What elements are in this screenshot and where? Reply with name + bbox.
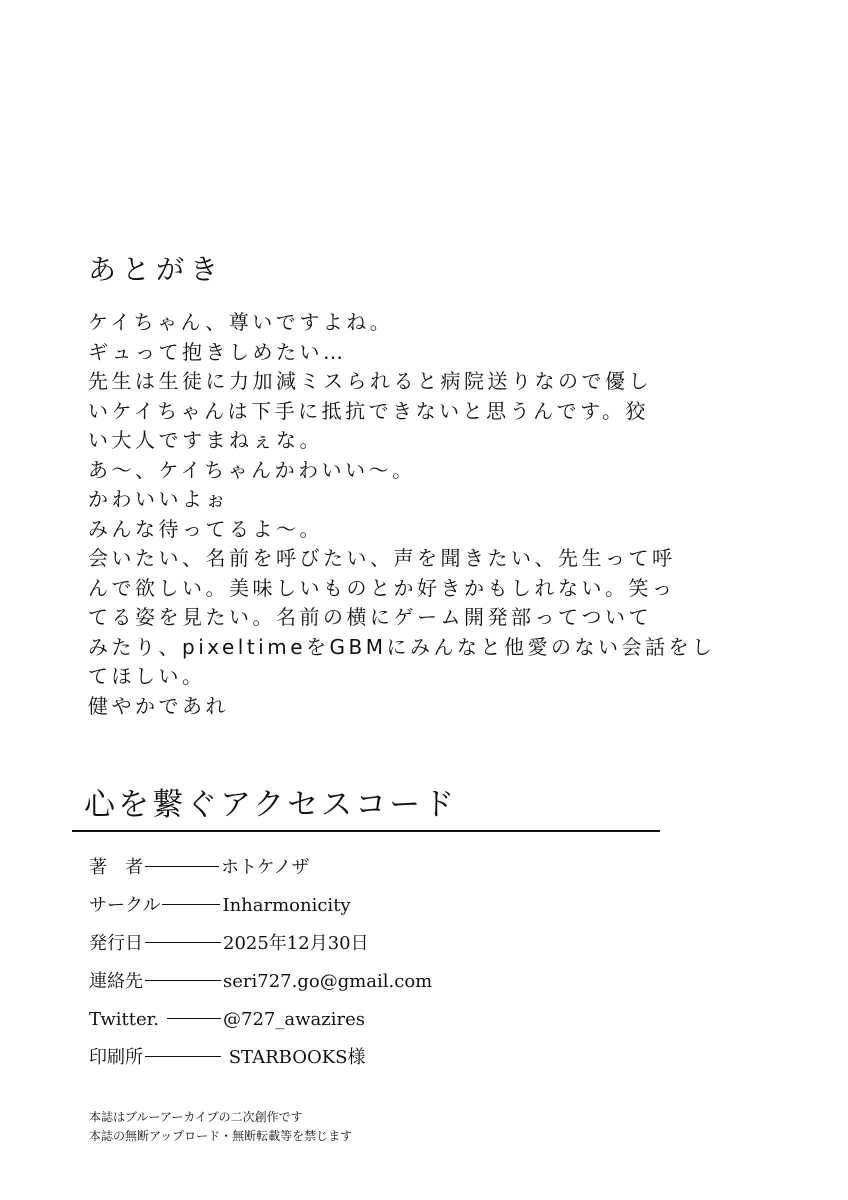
colophon-value: seri727.go@gmail.com: [223, 971, 433, 992]
afterword-line: んで欲しい。美味しいものとか好きかもしれない。笑っ: [88, 575, 676, 600]
colophon-label: Twitter.: [89, 1009, 159, 1030]
colophon-row-contact: [89, 967, 432, 1005]
colophon-dash: [145, 1056, 221, 1057]
colophon-dash: [167, 1018, 221, 1019]
afterword-line: 先生は生徒に力加減ミスられると病院送りなので優し: [88, 369, 652, 393]
afterword-line: い大人ですまねぇな。: [88, 428, 323, 452]
colophon-label: サークル: [89, 895, 161, 916]
afterword-line: みたり、pixeltimeをGBMにみんなと他愛のない会話をし: [88, 634, 716, 659]
colophon-value: @727_awazires: [223, 1009, 365, 1030]
colophon-value: STARBOOKS様: [223, 1047, 366, 1068]
colophon-label: 印刷所: [89, 1047, 143, 1068]
colophon-row-author: [89, 853, 432, 891]
notes: [89, 1108, 352, 1146]
colophon-row-date: [89, 929, 432, 967]
colophon-row-circle: [89, 891, 432, 929]
afterword-line: 会いたい、名前を呼びたい、声を聞きたい、先生って呼: [88, 546, 676, 570]
colophon-value: 2025年12月30日: [223, 933, 369, 954]
colophon-label: 発行日: [89, 933, 143, 954]
afterword-line: みんな待ってるよ〜。: [88, 516, 323, 541]
colophon-row-twitter: [89, 1005, 432, 1043]
afterword-line: ギュって抱きしめたい…: [88, 339, 347, 364]
colophon-dash: [145, 942, 221, 943]
afterword-line: てる姿を見たい。名前の横にゲーム開発部ってついて: [88, 605, 652, 629]
afterword-line: ケイちゃん、尊いですよね。: [88, 310, 394, 334]
colophon-row-printer: [89, 1043, 432, 1081]
colophon: [89, 853, 432, 1081]
note-line: 本誌はブルーアーカイブの二次創作です: [89, 1110, 303, 1124]
colophon-dash: [145, 866, 219, 867]
afterword-line: いケイちゃんは下手に抵抗できないと思うんです。狡: [88, 398, 649, 423]
colophon-dash: [162, 904, 220, 905]
title-divider: [72, 830, 660, 832]
colophon-label: 連絡先: [89, 971, 143, 992]
colophon-dash: [145, 980, 221, 981]
afterword-line: かわいいよぉ: [88, 487, 229, 511]
colophon-label: 著 者: [89, 857, 143, 878]
colophon-value: Inharmonicity: [222, 895, 351, 916]
afterword-line: あ〜、ケイちゃんかわいい〜。: [88, 457, 416, 482]
afterword-body: [88, 308, 716, 721]
afterword-title: あとがき: [88, 253, 225, 286]
colophon-value: ホトケノザ: [221, 857, 310, 878]
afterword-line: てほしい。: [88, 664, 206, 688]
note-line: 本誌の無断アップロード・無断転載等を禁じます: [89, 1129, 353, 1143]
book-title: 心を繋ぐアクセスコード: [84, 787, 458, 823]
afterword-line: 健やかであれ: [88, 693, 229, 718]
